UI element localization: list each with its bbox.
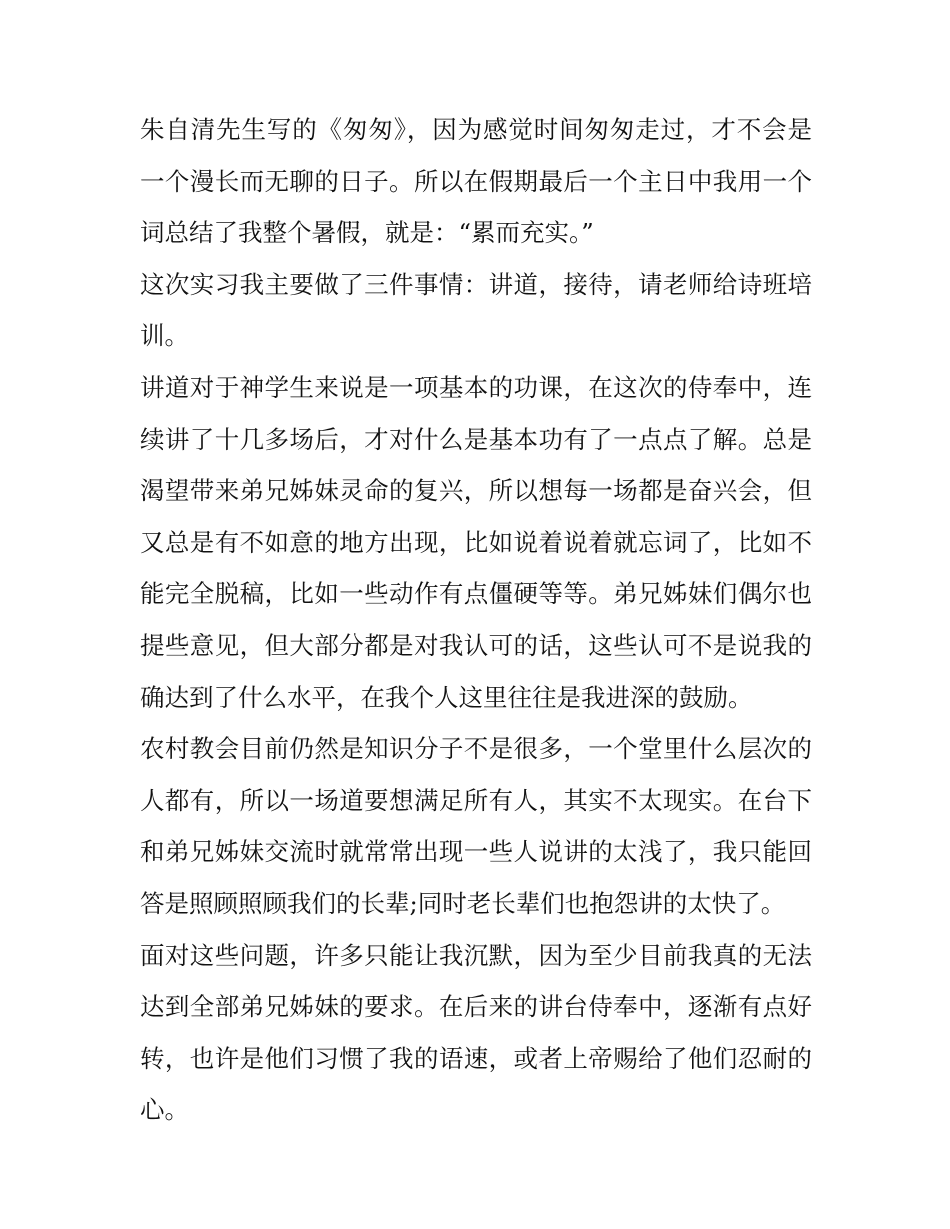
paragraph-2: 这次实习我主要做了三件事情：讲道，接待，请老师给诗班培训。 [140, 269, 812, 351]
paragraph-1: 朱自清先生写的《匆匆》，因为感觉时间匆匆走过，才不会是一个漫长而无聊的日子。所以在假期最后一个主日中我用一个词总结了我整个暑假，就是：“累而充实。” [140, 115, 812, 248]
paragraph-4: 农村教会目前仍然是知识分子不是很多，一个堂里什么层次的人都有，所以一场道要想满足所有人，其实不太现实。在台下和弟兄姊妹交流时就常常出现一些人说讲的太浅了，我只能回答是照顾照顾我们的长辈;同时老长辈们也抱怨讲的太快了。 [140, 734, 812, 918]
document-body [140, 104, 812, 1136]
paragraph-3: 讲道对于神学生来说是一项基本的功课，在这次的侍奉中，连续讲了十几多场后，才对什么是基本功有了一点点了解。总是渴望带来弟兄姊妹灵命的复兴，所以想每一场都是奋兴会，但又总是有不如意的地方出现，比如说着说着就忘词了，比如不能完全脱稿，比如一些动作有点僵硬等等。弟兄姊妹们偶尔也提些意见，但大部分都是对我认可的话，这些认可不是说我的确达到了什么水平，在我个人这里往往是我进深的鼓励。 [140, 372, 812, 712]
paragraph-5: 面对这些问题，许多只能让我沉默，因为至少目前我真的无法达到全部弟兄姊妹的要求。在后来的讲台侍奉中，逐渐有点好转，也许是他们习惯了我的语速，或者上帝赐给了他们忍耐的心。 [140, 940, 812, 1125]
